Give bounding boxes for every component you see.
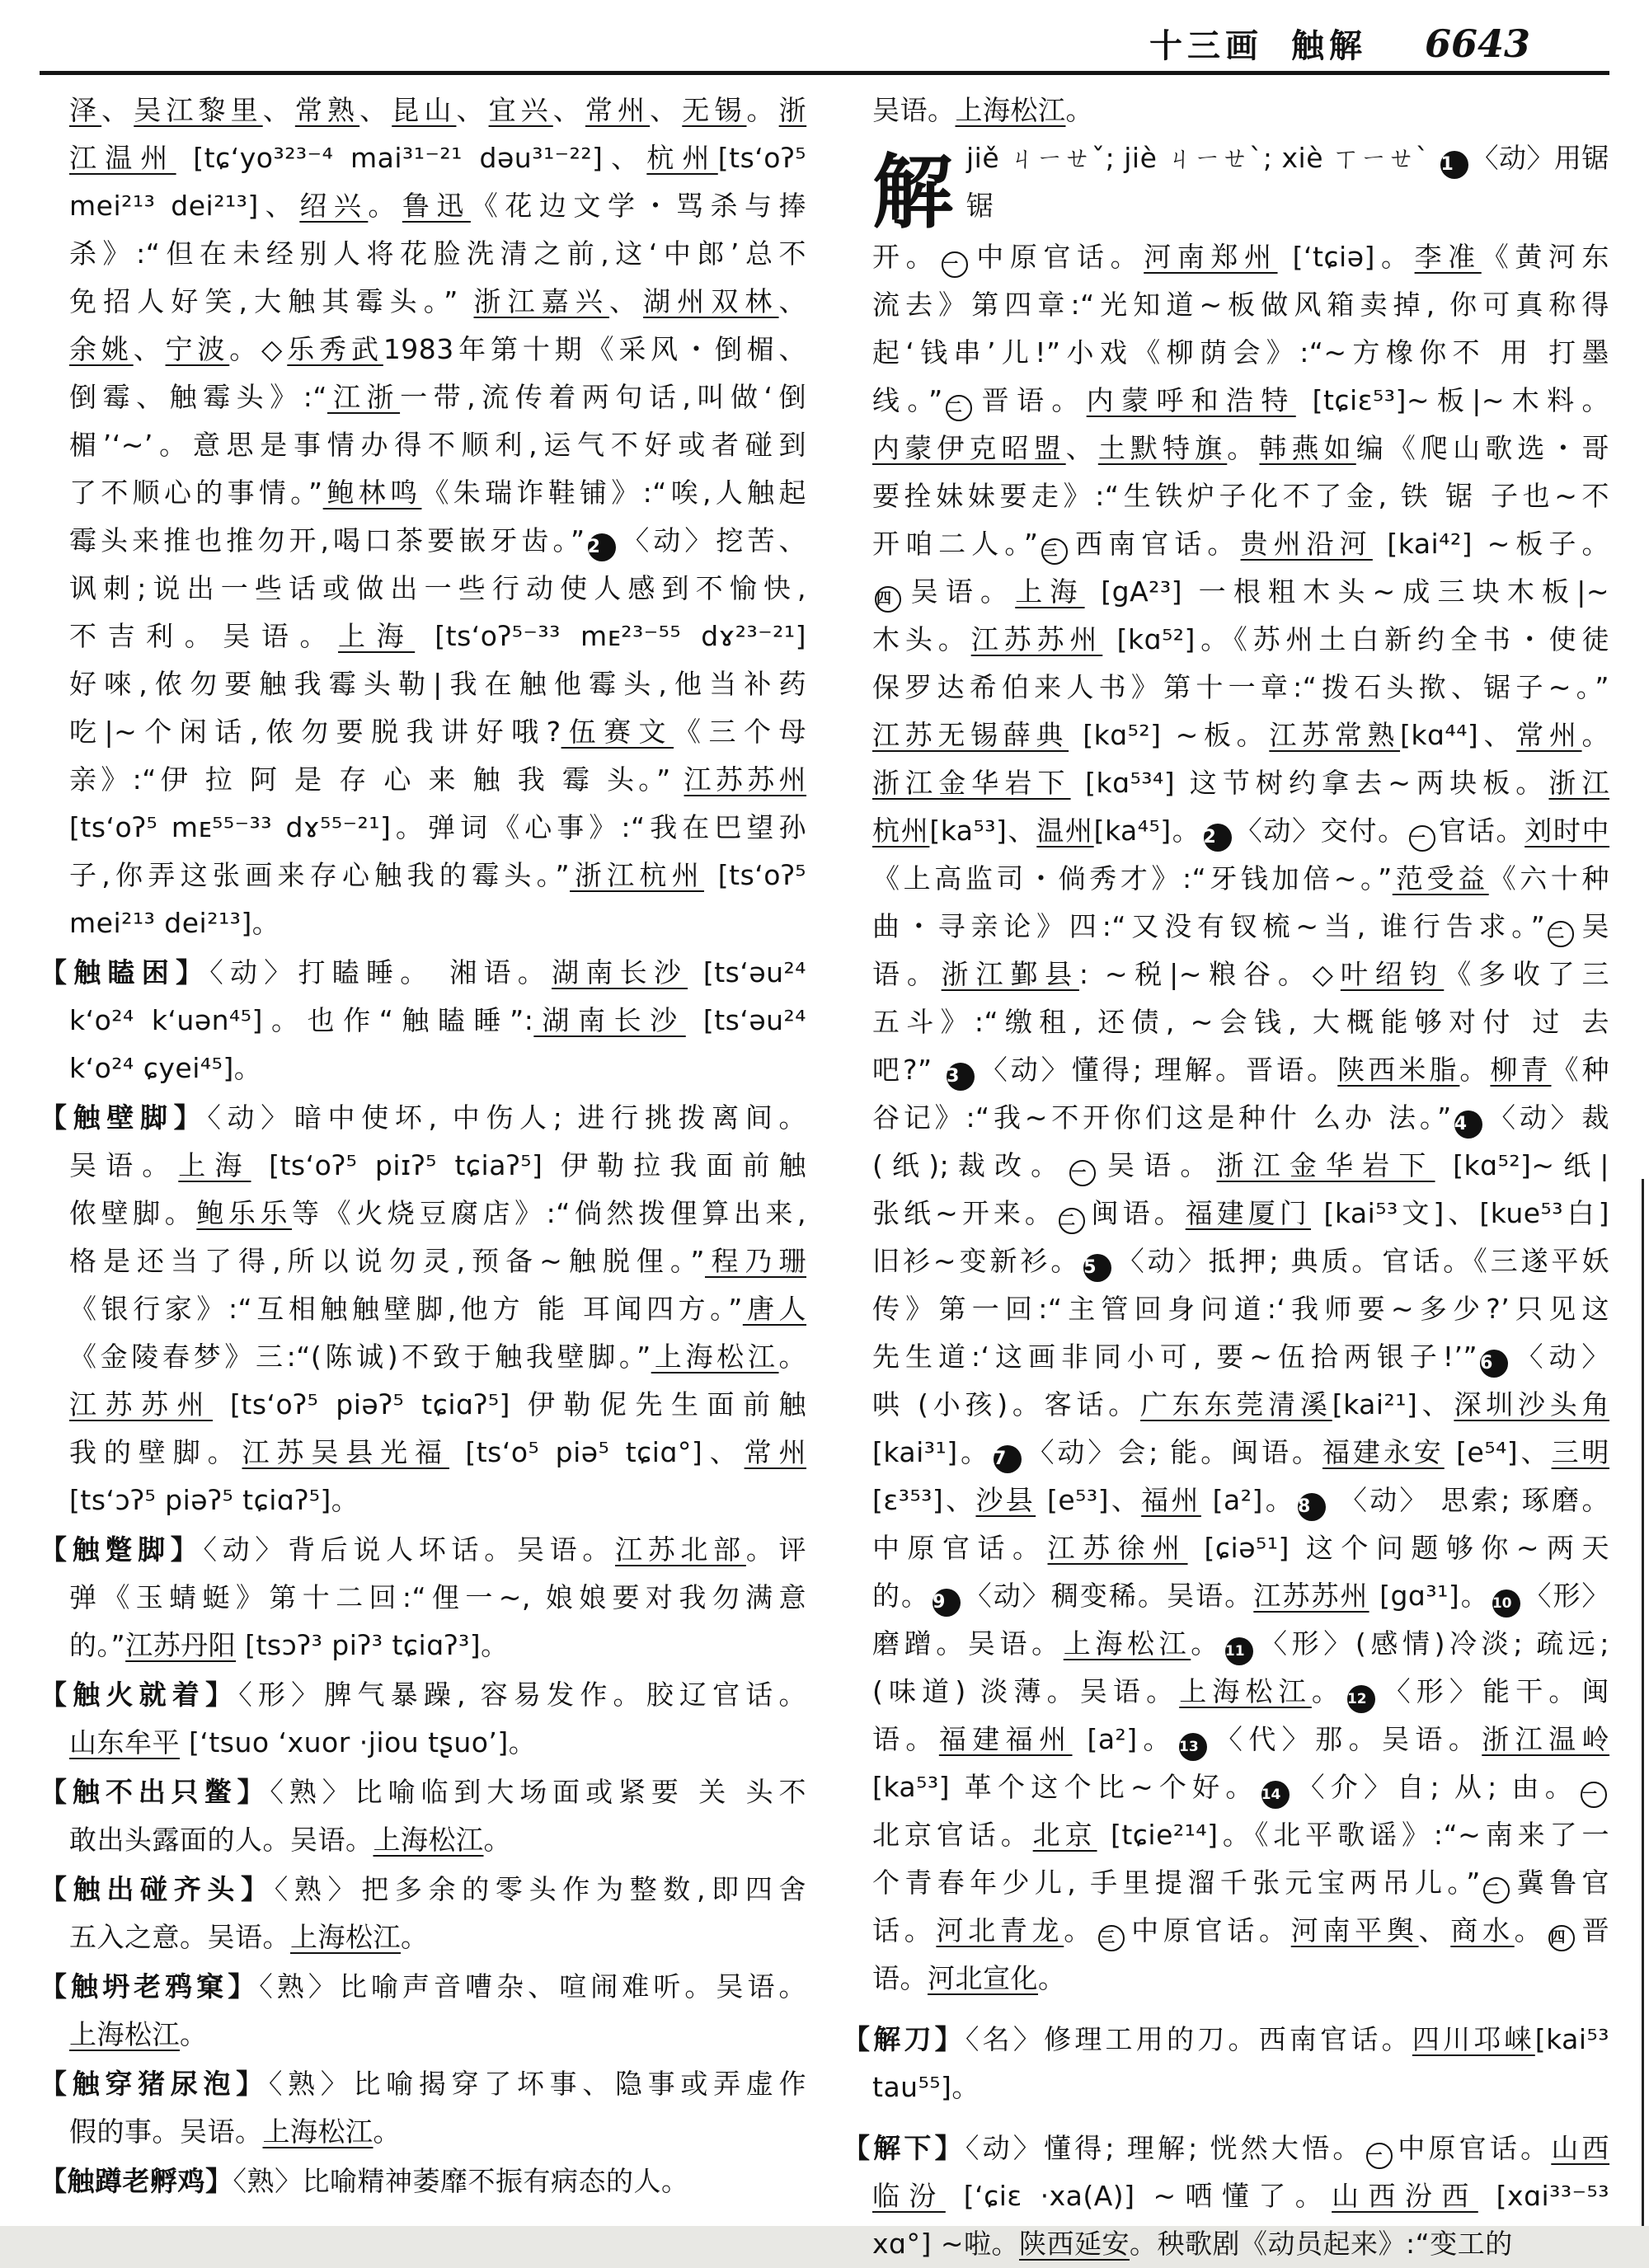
text-line: 敢出头露面的人。吴语。上海松江。 bbox=[69, 1824, 511, 1856]
proper-noun: 江苏吴县光福 bbox=[242, 1436, 449, 1468]
subsense-number-icon: 一 bbox=[1069, 1160, 1096, 1186]
proper-noun: 韩燕如 bbox=[1259, 432, 1356, 464]
text-line: 江苏无锡薛典 [kɑ⁵²] ~板。江苏常熟[kɑ⁴⁴]、常州。 bbox=[872, 719, 1610, 751]
proper-noun: 柳青 bbox=[1490, 1054, 1552, 1086]
subsense-number-icon: 一 bbox=[1409, 825, 1435, 852]
text-line: [kai³¹]。 7 〈动〉会; 能。闽语。福建永安 [e⁵⁴]、三明 bbox=[872, 1429, 1609, 1477]
sense-number-icon: 6 bbox=[1480, 1350, 1508, 1378]
proper-noun: 江苏无锡薛典 bbox=[872, 719, 1069, 751]
text-line: 【触出碰齐头】〈熟〉把多余的零头作为整数,即四舍 bbox=[40, 1873, 806, 1905]
dictionary-entry bbox=[843, 2016, 1610, 2111]
text-line: 弹《玉蜻蜓》第十二回:“俚一~, 娘娘要对我勿满意 bbox=[69, 1581, 806, 1613]
text-line: tau⁵⁵]。 bbox=[872, 2071, 980, 2103]
proper-noun: 浙江金华岩下 bbox=[1216, 1149, 1435, 1181]
entry-headword: 【触火就着】 bbox=[40, 1679, 239, 1711]
proper-noun: 福建厦门 bbox=[1185, 1197, 1311, 1229]
proper-noun: 伍赛文 bbox=[561, 716, 674, 748]
dictionary-entry bbox=[40, 1671, 807, 1767]
proper-noun: 江温州 bbox=[69, 142, 176, 174]
proper-noun: 上海松江 bbox=[651, 1341, 779, 1373]
text-line: 哄 (小孩)。客话。广东东莞清溪[kai²¹]、深圳沙头角 bbox=[872, 1388, 1610, 1420]
proper-noun: 江浙 bbox=[327, 381, 401, 413]
text-line: 楣’‘~’。意思是事情办得不顺利,运气不好或者碰到 bbox=[69, 429, 806, 461]
main-entry bbox=[872, 134, 1609, 2003]
subsense-number-icon: 一 bbox=[1581, 1782, 1607, 1808]
text-line: 木头。江苏苏州 [kɑ⁵²]。《苏州土白新约全书・使徒 bbox=[872, 623, 1610, 655]
entry-headword: 【解下】 bbox=[843, 2132, 965, 2164]
text-line: 个青春年少儿, 手里提溜千张元宝两吊儿。” 二 冀鲁官 bbox=[872, 1859, 1609, 1907]
subsense-number-icon: 四 bbox=[875, 586, 901, 613]
header-rule bbox=[40, 71, 1609, 75]
proper-noun: 绍兴 bbox=[299, 190, 369, 222]
subsense-number-icon: 三 bbox=[1098, 1925, 1125, 1951]
proper-noun: 临汾 bbox=[872, 2180, 946, 2212]
sense-number-icon: 2 bbox=[588, 533, 616, 561]
text-line: (纸);裁改。 一 吴语。浙江金华岩下 [kɑ⁵²]~纸| bbox=[872, 1142, 1609, 1190]
text-line: mei²¹³ dei²¹³]、绍兴。鲁迅《花边文学・骂杀与捧 bbox=[69, 190, 807, 222]
text-line: 了不顺心的事情。”鲍林鸣《朱瑞诈鞋铺》:“唉,人触起 bbox=[69, 477, 806, 509]
text-line: 余姚、宁波。◇乐秀武1983年第十期《采风・倒楣、 bbox=[69, 333, 807, 365]
proper-noun: 江苏北部 bbox=[615, 1533, 746, 1566]
text-line: 要拴妹妹要走》:“生铁炉子化不了金, 铁 锯 子也~不 bbox=[872, 480, 1609, 512]
text-line: 中原官话。江苏徐州 [ɕiə⁵¹] 这个问题够你~两天 bbox=[872, 1532, 1610, 1564]
proper-noun: 浙 bbox=[778, 94, 807, 126]
text-line: 曲・寻亲论》四:“又没有钗梳~当, 谁行告求。” 二 吴 bbox=[872, 903, 1609, 951]
proper-noun: 河南平舆 bbox=[1290, 1914, 1419, 1946]
sense-number-icon: 8 bbox=[1298, 1493, 1326, 1521]
proper-noun: 内蒙呼和浩特 bbox=[1086, 384, 1296, 416]
text-line: 旧衫~变新衫。 5 〈动〉抵押; 典质。官话。《三遂平妖 bbox=[872, 1237, 1609, 1285]
sense-number-icon: 9 bbox=[933, 1589, 961, 1617]
text-line: 《银行家》:“互相触触壁脚,他方 能 耳闻四方。”唐人 bbox=[69, 1293, 807, 1325]
text-line: 泽、吴江黎里、常熟、昆山、宜兴、常州、无锡。浙 bbox=[69, 94, 807, 126]
sense-number-icon: 7 bbox=[994, 1445, 1022, 1473]
text-line: 好唻,侬勿要触我霉头勒|我在触他霉头,他当补药 bbox=[69, 668, 806, 700]
subsense-number-icon: 二 bbox=[946, 395, 972, 421]
main-entry-head-row bbox=[872, 134, 1609, 240]
proper-noun: 江苏常熟 bbox=[1269, 719, 1401, 751]
text-line: 江温州 [tɕʻyo³²³⁻⁴ mai³¹⁻²¹ dəu³¹⁻²²]、杭州[tsʻoʔ⁵ bbox=[69, 142, 807, 174]
header-stroke-section: 十三画 bbox=[1149, 27, 1263, 65]
text-line: 磨蹭。吴语。上海松江。 11 〈形〉(感情)冷淡; 疏远; bbox=[872, 1620, 1609, 1668]
text-line: 【触穿猪尿泡】〈熟〉比喻揭穿了坏事、隐事或弄虚作 bbox=[40, 2068, 807, 2100]
text-line: 吧?” 3 〈动〉懂得; 理解。晋语。陕西米脂。柳青《种 bbox=[872, 1046, 1609, 1094]
text-line: 霉头来推也推勿开,喝口茶要嵌牙齿。” 2 〈动〉挖苦、 bbox=[69, 517, 806, 565]
proper-noun: 常熟 bbox=[294, 94, 360, 126]
proper-noun: 福州 bbox=[1141, 1484, 1201, 1516]
proper-noun: 上海 bbox=[1015, 575, 1085, 608]
proper-noun: 泽 bbox=[69, 94, 102, 126]
text-line: mei²¹³ dei²¹³]。 bbox=[69, 907, 280, 939]
proper-noun: 土默特旗 bbox=[1097, 432, 1228, 464]
text-line: 传》第一回:“主管回身问道:‘我师要~多少?’只见这 bbox=[872, 1293, 1609, 1325]
proper-noun: 鲁迅 bbox=[402, 190, 471, 222]
subsense-number-icon: 一 bbox=[1366, 2143, 1393, 2169]
text-line: 四 吴语。上海 [gA²³] 一根粗木头~成三块木板|~ bbox=[872, 568, 1609, 616]
proper-noun: 深圳沙头角 bbox=[1454, 1388, 1610, 1420]
dictionary-entry bbox=[40, 1526, 807, 1669]
text-line: 杀》:“但在未经别人将花脸洗清之前,这‘中郎’总不 bbox=[69, 237, 806, 270]
proper-noun: 叶绍钧 bbox=[1340, 958, 1445, 990]
proper-noun: 杭州 bbox=[646, 142, 718, 174]
text-line: 浙江金华岩下 [kɑ⁵³⁴] 这节树约拿去~两块板。浙江 bbox=[872, 767, 1609, 799]
proper-noun: 商水 bbox=[1450, 1914, 1515, 1946]
header-page-number: 6643 bbox=[1424, 21, 1530, 66]
entry-headword: 【触蹩脚】 bbox=[40, 1533, 204, 1566]
pronunciation-line: jiě ㄐㄧㄝˇ; jiè ㄐㄧㄝˋ; xiè ㄒㄧㄝˋ 1 〈动〉用锯锯 bbox=[966, 142, 1609, 222]
proper-noun: 福建福州 bbox=[938, 1723, 1073, 1755]
sense-number-icon: 5 bbox=[1083, 1254, 1111, 1282]
sense-number-icon: 2 bbox=[1204, 824, 1232, 852]
text-line: 江苏苏州 [tsʻoʔ⁵ piəʔ⁵ tɕiɑʔ⁵] 伊勒伲先生面前触 bbox=[69, 1388, 806, 1420]
proper-noun: 温州 bbox=[1036, 815, 1094, 847]
proper-noun: 常州 bbox=[585, 94, 651, 126]
subsense-number-icon: 四 bbox=[1548, 1925, 1575, 1951]
text-line: 保罗达希伯来人书》第十一章:“拨石头揿、锯子~。” bbox=[872, 671, 1609, 703]
sense-number-icon: 10 bbox=[1492, 1589, 1520, 1618]
proper-noun: 河北青龙 bbox=[936, 1914, 1064, 1946]
dictionary-entry bbox=[40, 1094, 807, 1524]
subsense-number-icon: 三 bbox=[1041, 538, 1068, 565]
text-line: 子,你弄这张画来存心触我的霉头。”浙江杭州 [tsʻoʔ⁵ bbox=[69, 859, 807, 891]
proper-noun: 浙江 bbox=[1548, 767, 1609, 799]
proper-noun: 鲍林鸣 bbox=[322, 477, 422, 509]
text-line: 谷记》:“我~不开你们这是种什 么办 法。” 4 〈动〉裁 bbox=[872, 1094, 1609, 1142]
proper-noun: 江苏苏州 bbox=[69, 1388, 214, 1420]
dictionary-entry bbox=[40, 1866, 806, 1961]
text-line: xɑ°] ~啦。陕西延安。秧歌剧《动员起来》:“变工的 bbox=[872, 2228, 1513, 2260]
proper-noun: 山东牟平 bbox=[69, 1726, 180, 1759]
content-columns bbox=[40, 87, 1609, 2268]
text-line: kʻo²⁴ ɕyei⁴⁵]。 bbox=[69, 1052, 262, 1084]
proper-noun: 无锡 bbox=[682, 94, 747, 126]
text-line: 流去》第四章:“光知道~板做风箱卖掉, 你可真称得 bbox=[872, 289, 1609, 321]
proper-noun: 湖南长沙 bbox=[552, 956, 688, 988]
dictionary-entry bbox=[40, 949, 806, 1092]
text-line: 杭州[ka⁵³]、温州[ka⁴⁵]。 2 〈动〉交付。 一 官话。刘时中 bbox=[872, 807, 1609, 855]
dictionary-entry bbox=[843, 2125, 1610, 2268]
entry-headword: 【触蹲老孵鸡】 bbox=[40, 2165, 233, 2197]
text-line: 语。浙江鄞县: ~税|~粮谷。◇叶绍钧《多收了三 bbox=[872, 958, 1610, 990]
proper-noun: 上海松江 bbox=[290, 1921, 401, 1953]
text-line: 讽刺;说出一些话或做出一些行动使人感到不愉快, bbox=[69, 572, 806, 604]
proper-noun: 上海松江 bbox=[1063, 1627, 1191, 1660]
proper-noun: 常州 bbox=[1516, 719, 1582, 751]
proper-noun: 广东东莞清溪 bbox=[1140, 1388, 1332, 1420]
proper-noun: 江苏徐州 bbox=[1047, 1532, 1188, 1564]
proper-noun: 余姚 bbox=[69, 333, 134, 365]
proper-noun: 昆山 bbox=[392, 94, 457, 126]
header-entry-range: 触解 bbox=[1290, 27, 1367, 65]
proper-noun: 湖州双林 bbox=[643, 285, 779, 317]
text-line: 语。河北宣化。 bbox=[872, 1962, 1066, 1994]
proper-noun: 杭州 bbox=[872, 815, 930, 847]
paragraph bbox=[872, 87, 1609, 134]
text-line: 吴语。上海松江。 bbox=[872, 94, 1093, 126]
entry-headword: 【触坍老鸦窠】 bbox=[40, 1970, 260, 2003]
proper-noun: 福建永安 bbox=[1322, 1436, 1445, 1468]
dictionary-entry bbox=[40, 2158, 806, 2205]
text-line: 吴语。上海 [tsʻoʔ⁵ piɪʔ⁵ tɕiaʔ⁵] 伊勒拉我面前触 bbox=[69, 1149, 807, 1181]
text-line: 先生道:‘这画非同小可, 要~伍拾两银子!’” 6 〈动〉 bbox=[872, 1333, 1609, 1381]
subsense-number-icon: 一 bbox=[942, 251, 968, 278]
proper-noun: 三明 bbox=[1551, 1436, 1610, 1468]
text-line: 倒霉、触霉头》:“江浙一带,流传着两句话,叫做‘倒 bbox=[69, 381, 806, 413]
text-line: 【触壁脚】〈动〉暗中使坏, 中伤人; 进行挑拨离间。 bbox=[40, 1101, 807, 1134]
sense-number-icon: 11 bbox=[1225, 1637, 1253, 1665]
proper-noun: 江苏丹阳 bbox=[125, 1629, 237, 1661]
entry-headword: 【解刀】 bbox=[843, 2023, 965, 2055]
subsense-number-icon: 二 bbox=[1483, 1877, 1510, 1904]
proper-noun: 常州 bbox=[744, 1436, 807, 1468]
text-line: 五斗》:“缴租, 还债, ~会钱, 大概能够对付 过 去 bbox=[872, 1006, 1609, 1038]
proper-noun: 唐人 bbox=[742, 1293, 807, 1325]
header-title-group bbox=[1149, 20, 1367, 67]
text-line: 开。 一 中原官话。河南郑州 [ʻtɕiə]。李准《黄河东 bbox=[872, 233, 1609, 281]
proper-noun: 浙江鄞县 bbox=[941, 958, 1079, 990]
proper-noun: 河南郑州 bbox=[1144, 241, 1278, 273]
text-line: 的。”江苏丹阳 [tsɔʔ³ piʔ³ tɕiɑʔ³]。 bbox=[69, 1629, 509, 1661]
text-line: 【触蹩脚】〈动〉背后说人坏话。吴语。江苏北部。评 bbox=[40, 1533, 807, 1566]
text-line: [ɛ³⁵³]、沙县 [e⁵³]、福州 [a²]。 8 〈动〉 思索; 琢磨。 bbox=[872, 1477, 1609, 1524]
scan-edge-artifact bbox=[1642, 1179, 1644, 2226]
proper-noun: 鲍乐乐 bbox=[196, 1197, 293, 1229]
proper-noun: 内蒙伊克昭盟 bbox=[872, 432, 1066, 464]
sense-number-icon: 4 bbox=[1454, 1111, 1482, 1139]
proper-noun: 北京 bbox=[1032, 1819, 1097, 1851]
text-line: 北京官话。北京 [tɕie²¹⁴]。《北平歌谣》:“~南来了一 bbox=[872, 1819, 1610, 1851]
text-line: 【触不出只鳖】〈熟〉比喻临到大场面或紧要 关 头不 bbox=[40, 1776, 806, 1808]
text-line: 【触坍老鸦窠】〈熟〉比喻声音嘈杂、喧闹难听。吴语。 bbox=[40, 1970, 807, 2003]
proper-noun: 李准 bbox=[1414, 241, 1482, 273]
proper-noun: 上海松江 bbox=[69, 2018, 180, 2050]
text-line: 起‘钱串’儿!”小戏《柳荫会》:“~方橡你不 用 打墨 bbox=[872, 336, 1609, 369]
page-header bbox=[40, 20, 1609, 68]
proper-noun: 上海松江 bbox=[955, 94, 1066, 126]
text-line: 话。河北青龙。 三 中原官话。河南平舆、商水。 四 晋 bbox=[872, 1907, 1609, 1955]
text-line: 张纸~开来。 二 闽语。福建厦门 [kai⁵³文]、[kue⁵³白] bbox=[872, 1190, 1609, 1237]
text-line: [tsʻoʔ⁵ mᴇ⁵⁵⁻³³ dɤ⁵⁵⁻²¹]。弹词《心事》:“我在巴望孙 bbox=[69, 811, 806, 843]
proper-noun: 范受益 bbox=[1392, 862, 1489, 895]
text-line: 【触火就着】〈形〉脾气暴躁, 容易发作。胶辽官话。 bbox=[40, 1679, 807, 1711]
sense-number-icon: 1 bbox=[1440, 151, 1468, 179]
proper-noun: 四川邛崃 bbox=[1412, 2023, 1535, 2055]
text-line: 线。” 二 晋语。内蒙呼和浩特 [tɕiɛ⁵³]~板|~木料。 bbox=[872, 377, 1609, 425]
proper-noun: 陕西米脂 bbox=[1337, 1054, 1460, 1086]
proper-noun: 宜兴 bbox=[488, 94, 553, 126]
sense-number-icon: 12 bbox=[1347, 1685, 1375, 1713]
text-line: 上海松江。 bbox=[69, 2018, 208, 2050]
dictionary-entry bbox=[40, 1963, 807, 2059]
proper-noun: 浙江温岭 bbox=[1482, 1723, 1610, 1755]
text-line: 《上高监司・倘秀才》:“牙钱加倍~。”范受益《六十种 bbox=[872, 862, 1610, 895]
proper-noun: 上海松江 bbox=[262, 2115, 373, 2148]
dictionary-entry bbox=[40, 1768, 806, 1864]
proper-noun: 上海 bbox=[178, 1149, 251, 1181]
text-line: 不吉利。吴语。上海 [tsʻoʔ⁵⁻³³ mᴇ²³⁻⁵⁵ dɤ²³⁻²¹] bbox=[69, 620, 807, 652]
text-line: 吃|~个闲话,侬勿要脱我讲好哦?伍赛文《三个母 bbox=[69, 716, 807, 748]
text-line: 我的壁脚。江苏吴县光福 [tsʻo⁵ piə⁵ tɕiɑ°]、常州 bbox=[69, 1436, 807, 1468]
proper-noun: 上海松江 bbox=[373, 1824, 484, 1856]
text-line: [tsʻɔʔ⁵ piəʔ⁵ tɕiɑʔ⁵]。 bbox=[69, 1484, 359, 1516]
sense-number-icon: 14 bbox=[1261, 1781, 1290, 1809]
proper-noun: 浙江嘉兴 bbox=[473, 285, 609, 317]
text-line: (味道) 淡薄。吴语。上海松江。 12 〈形〉能干。闽 bbox=[872, 1668, 1609, 1716]
proper-noun: 刘时中 bbox=[1525, 815, 1610, 847]
text-line: [ka⁵³] 革个这个比~个好。 14 〈介〉自; 从; 由。 一 bbox=[872, 1763, 1609, 1811]
paragraph bbox=[69, 87, 806, 947]
sense-number-icon: 13 bbox=[1179, 1733, 1207, 1761]
text-line: 临汾 [ʻɕiɛ ·xa(A)] ~哂懂了。山西汾西 [xɑi³³⁻⁵³ bbox=[872, 2180, 1610, 2212]
text-line: 亲》:“伊 拉 阿 是 存 心 来 触 我 霉 头。” 江苏苏州 bbox=[69, 763, 807, 796]
subsense-number-icon: 二 bbox=[1548, 921, 1574, 947]
text-line: 五入之意。吴语。上海松江。 bbox=[69, 1921, 429, 1953]
text-line: 格是还当了得,所以说勿灵,预备~触脱俚。”程乃珊 bbox=[69, 1245, 807, 1277]
text-line: 免招人好笑,大触其霉头。” 浙江嘉兴、湖州双林、 bbox=[69, 285, 807, 317]
proper-noun: 湖南长沙 bbox=[533, 1004, 686, 1036]
entry-headword: 【触壁脚】 bbox=[40, 1101, 208, 1134]
proper-noun: 江苏苏州 bbox=[970, 623, 1103, 655]
text-line: 《金陵春梦》三:“(陈诚)不致于触我壁脚。”上海松江。 bbox=[69, 1341, 807, 1373]
text-line: 【触瞌困】〈动〉打瞌睡。 湘语。湖南长沙 [tsʻəu²⁴ bbox=[40, 956, 806, 988]
left-column bbox=[40, 87, 806, 2268]
text-line: 的。 9 〈动〉稠变稀。吴语。江苏苏州 [gɑ³¹]。 10 〈形〉 bbox=[872, 1572, 1609, 1620]
proper-noun: 沙县 bbox=[975, 1484, 1036, 1516]
sense-number-icon: 3 bbox=[947, 1063, 975, 1091]
entry-headword: 【触瞌困】 bbox=[40, 956, 210, 988]
text-line: 语。福建福州 [a²]。 13 〈代〉那。吴语。浙江温岭 bbox=[872, 1716, 1609, 1763]
proper-noun: 河北宣化 bbox=[928, 1962, 1038, 1994]
subsense-number-icon: 二 bbox=[1059, 1208, 1085, 1234]
text-line: 假的事。吴语。上海松江。 bbox=[69, 2115, 401, 2148]
proper-noun: 上海松江 bbox=[1179, 1675, 1312, 1707]
proper-noun: 贵州沿河 bbox=[1240, 528, 1373, 560]
text-line: 山东牟平 [ʻtsuo ʻxuor ·jiou tʂuoʼ]。 bbox=[69, 1726, 537, 1759]
proper-noun: 浙江杭州 bbox=[570, 859, 704, 891]
right-column bbox=[843, 87, 1609, 2268]
proper-noun: 上海 bbox=[338, 620, 416, 652]
entry-headword: 【触出碰齐头】 bbox=[40, 1873, 275, 1905]
proper-noun: 乐秀武 bbox=[287, 333, 383, 365]
proper-noun: 江苏苏州 bbox=[1253, 1580, 1369, 1612]
proper-noun: 程乃珊 bbox=[704, 1245, 807, 1277]
main-headword-character: 解 bbox=[872, 146, 954, 240]
text-line: 【解刀】〈名〉修理工用的刀。西南官话。四川邛崃[kai⁵³ bbox=[843, 2023, 1610, 2055]
proper-noun: 江苏苏州 bbox=[684, 763, 807, 796]
text-line: 侬壁脚。鲍乐乐等《火烧豆腐店》:“倘然拨俚算出来, bbox=[69, 1197, 806, 1229]
proper-noun: 山西汾西 bbox=[1332, 2180, 1478, 2212]
text-line: 【解下】〈动〉懂得; 理解; 恍然大悟。 一 中原官话。山西 bbox=[872, 2125, 1609, 2172]
proper-noun: 浙江金华岩下 bbox=[872, 767, 1071, 799]
text-line: 开咱二人。” 三 西南官话。贵州沿河 [kai⁴²] ~板子。 bbox=[872, 520, 1609, 568]
proper-noun: 陕西延安 bbox=[1019, 2228, 1130, 2260]
entry-headword: 【触不出只鳖】 bbox=[40, 1776, 270, 1808]
proper-noun: 吴江黎里 bbox=[134, 94, 263, 126]
dictionary-entry bbox=[40, 2060, 807, 2156]
text-line: 内蒙伊克昭盟、土默特旗。韩燕如编《爬山歌选・哥 bbox=[872, 432, 1610, 464]
proper-noun: 山西 bbox=[1551, 2132, 1610, 2164]
entry-headword: 【触穿猪尿泡】 bbox=[40, 2068, 269, 2100]
proper-noun: 宁波 bbox=[165, 333, 230, 365]
text-line: 【触蹲老孵鸡】〈熟〉比喻精神萎靡不振有病态的人。 bbox=[40, 2165, 689, 2197]
text-line: kʻo²⁴ kʻuən⁴⁵]。也作“触瞌睡”:湖南长沙 [tsʻəu²⁴ bbox=[69, 1004, 806, 1036]
